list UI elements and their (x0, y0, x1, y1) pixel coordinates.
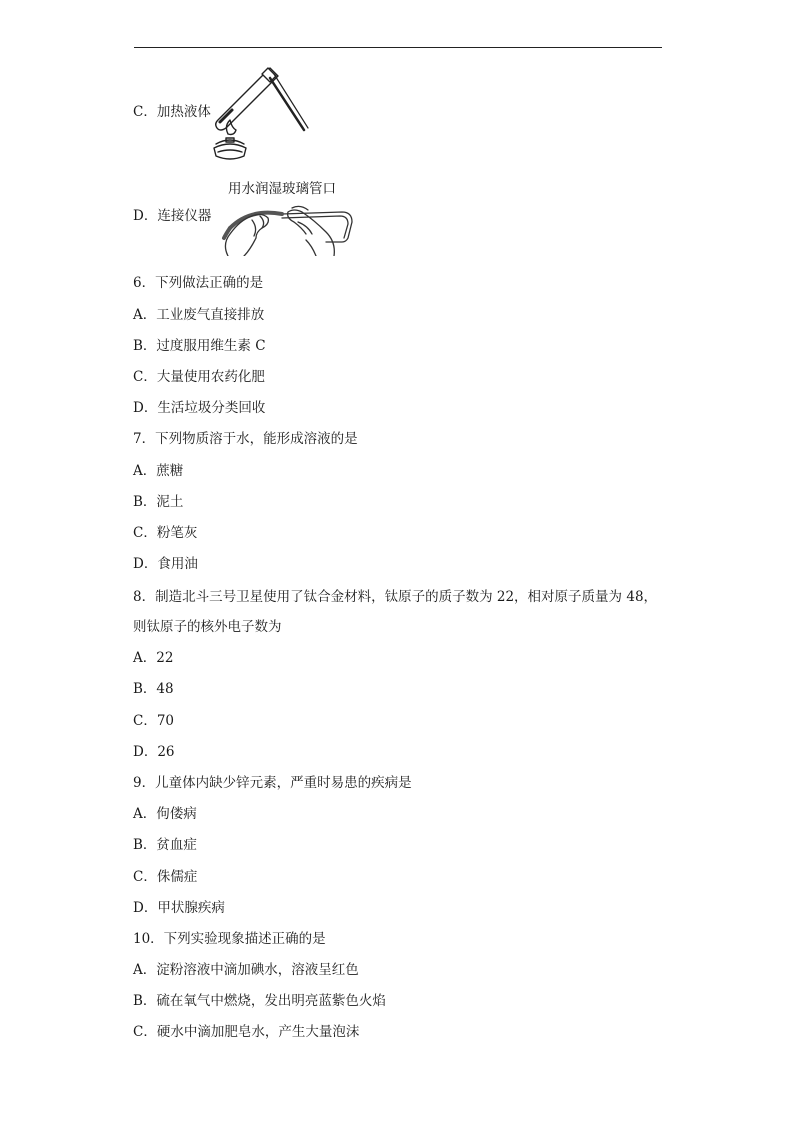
q10-option-c: C．硬水中滴加肥皂水，产生大量泡沫 (133, 1024, 360, 1040)
question-8-continued: 则钛原子的核外电子数为 (133, 619, 282, 635)
connect-figure-caption: 用水润湿玻璃管口 (228, 181, 336, 197)
q10-option-a: A．淀粉溶液中滴加碘水，溶液呈红色 (133, 962, 359, 978)
q7-option-c: C．粉笔灰 (133, 525, 198, 541)
q6-option-b: B．过度服用维生素 C (133, 338, 266, 354)
connecting-apparatus-figure (216, 198, 358, 256)
option-d-connecting: D．连接仪器 (133, 208, 212, 224)
q8-option-b: B．48 (133, 681, 174, 697)
question-6: 6．下列做法正确的是 (133, 275, 264, 291)
question-7: 7．下列物质溶于水，能形成溶液的是 (133, 431, 358, 447)
heating-liquid-figure (208, 60, 312, 164)
q9-option-d: D．甲状腺疾病 (133, 900, 225, 916)
q8-option-d: D．26 (133, 744, 175, 760)
q10-option-b: B．硫在氧气中燃烧，发出明亮蓝紫色火焰 (133, 993, 386, 1009)
header-rule (134, 47, 662, 48)
q6-option-a: A．工业废气直接排放 (133, 307, 265, 323)
q7-option-d: D．食用油 (133, 556, 198, 572)
question-9: 9．儿童体内缺少锌元素，严重时易患的疾病是 (133, 775, 412, 791)
q6-option-c: C．大量使用农药化肥 (133, 369, 265, 385)
q8-option-c: C．70 (133, 713, 175, 729)
question-10: 10．下列实验现象描述正确的是 (133, 931, 326, 947)
question-8: 8．制造北斗三号卫星使用了钛合金材料，钛原子的质子数为 22，相对原子质量为 48， (133, 589, 658, 605)
option-c-heating: C．加热液体 (133, 104, 211, 120)
q6-option-d: D．生活垃圾分类回收 (133, 400, 266, 416)
q8-option-a: A．22 (133, 650, 174, 666)
q9-option-a: A．佝偻病 (133, 806, 197, 822)
q7-option-a: A．蔗糖 (133, 463, 184, 479)
q9-option-c: C．侏儒症 (133, 869, 198, 885)
q9-option-b: B．贫血症 (133, 837, 197, 853)
q7-option-b: B．泥土 (133, 494, 184, 510)
